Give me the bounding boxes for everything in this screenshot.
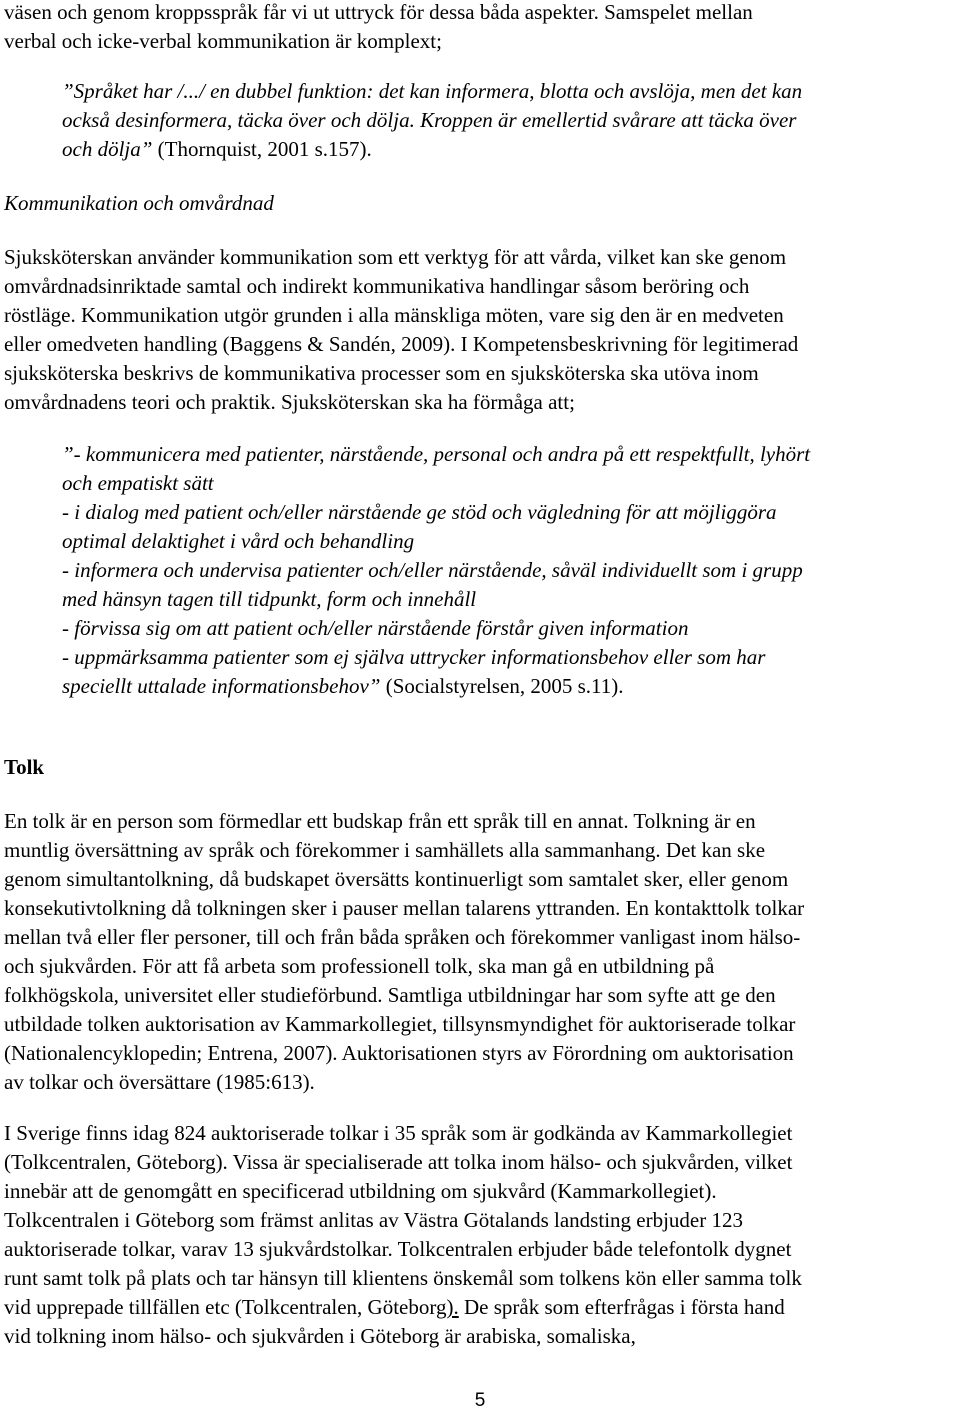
text-line: (Nationalencyklopedin; Entrena, 2007). Auktorisationen styrs av Förordning om auktorisation <box>4 1041 794 1065</box>
intro-paragraph <box>4 0 954 56</box>
quote-line: - informera och undervisa patienter och/eller närstående, såväl individuellt som i grupp <box>62 558 803 582</box>
text-line: vid upprepade tillfällen etc (Tolkcentralen, Göteborg <box>4 1295 447 1319</box>
block-quote <box>62 77 954 164</box>
section-heading: Kommunikation och omvårdnad <box>4 191 274 215</box>
text-line: (Tolkcentralen, Göteborg). Vissa är specialiserade att tolka inom hälso- och sjukvården, vilket <box>4 1150 793 1174</box>
body-paragraph <box>4 243 954 417</box>
text-line: verbal och icke-verbal kommunikation är komplext; <box>4 29 442 53</box>
block-quote <box>62 440 954 701</box>
quote-line: och empatiskt sätt <box>62 471 214 495</box>
body-paragraph <box>4 807 954 1097</box>
quote-line: speciellt uttalade informationsbehov” <box>62 674 381 698</box>
page-number: 5 <box>474 1390 486 1411</box>
quote-line: - i dialog med patient och/eller närstående ge stöd och vägledning för att möjliggöra <box>62 500 777 524</box>
text-line: röstläge. Kommunikation utgör grunden i alla mänskliga möten, vare sig den är en medveten <box>4 303 784 327</box>
text-line: och sjukvården. För att få arbeta som professionell tolk, ska man gå en utbildning på <box>4 954 715 978</box>
citation: (Socialstyrelsen, 2005 s.11). <box>380 674 624 698</box>
text-line: genom simultantolkning, då budskapet översätts kontinuerligt som samtalet sker, eller genom <box>4 867 789 891</box>
quote-line: också desinformera, täcka över och dölja. Kroppen är emellertid svårare att täcka över <box>62 108 797 132</box>
text-line: De språk som efterfrågas i första hand <box>458 1295 785 1319</box>
section-heading: Tolk <box>4 755 45 779</box>
text-line: omvårdnadsinriktade samtal och indirekt kommunikativa handlingar såsom beröring och <box>4 274 750 298</box>
text-line: av tolkar och översättare (1985:613). <box>4 1070 315 1094</box>
quote-line: - uppmärksamma patienter som ej själva uttrycker informationsbehov eller som har <box>62 645 766 669</box>
text-line: mellan två eller fler personer, till och från båda språken och förekommer vanligast inom hälso- <box>4 925 801 949</box>
text-line: konsekutivtolkning då tolkningen sker i pauser mellan talarens yttranden. En kontakttolk tolkar <box>4 896 805 920</box>
quote-line: - förvissa sig om att patient och/eller närstående förstår given information <box>62 616 689 640</box>
quote-line: ”Språket har /.../ en dubbel funktion: det kan informera, blotta och avslöja, men det kan <box>62 79 803 103</box>
text-line: utbildade tolken auktorisation av Kammarkollegiet, tillsynsmyndighet för auktoriserade tolkar <box>4 1012 796 1036</box>
text-line: muntlig översättning av språk och förekommer i samhällets alla sammanhang. Det kan ske <box>4 838 766 862</box>
text-line: vid tolkning inom hälso- och sjukvården i Göteborg är arabiska, somaliska, <box>4 1324 636 1348</box>
text-line: runt samt tolk på plats och tar hänsyn till klientens önskemål som tolkens kön eller samma tolk <box>4 1266 802 1290</box>
text-line: En tolk är en person som förmedlar ett budskap från ett språk till en annat. Tolkning är en <box>4 809 756 833</box>
text-line: Sjuksköterskan använder kommunikation som ett verktyg för att vårda, vilket kan ske genom <box>4 245 787 269</box>
text-line: innebär att de genomgått en specificerad utbildning om sjukvård (Kammarkollegiet). <box>4 1179 717 1203</box>
text-line: auktoriserade tolkar, varav 13 sjukvårdstolkar. Tolkcentralen erbjuder både telefontolk dygnet <box>4 1237 792 1261</box>
citation: (Thornquist, 2001 s.157). <box>152 137 372 161</box>
body-paragraph <box>4 1119 954 1351</box>
text-line: omvårdnadens teori och praktik. Sjuksköterskan ska ha förmåga att; <box>4 390 575 414</box>
text-line: Tolkcentralen i Göteborg som främst anlitas av Västra Götalands landsting erbjuder 123 <box>4 1208 743 1232</box>
hyperlink[interactable]: ). <box>446 1295 459 1319</box>
quote-line: och dölja” <box>62 137 153 161</box>
text-line: sjuksköterska beskrivs de kommunikativa processer som en sjuksköterska ska utöva inom <box>4 361 759 385</box>
quote-line: optimal delaktighet i vård och behandling <box>62 529 415 553</box>
text-line: eller omedveten handling (Baggens & Sandén, 2009). I Kompetensbeskrivning för legitimerad <box>4 332 799 356</box>
text-line: folkhögskola, universitet eller studieförbund. Samtliga utbildningar har som syfte att ge den <box>4 983 776 1007</box>
quote-line: ”- kommunicera med patienter, närstående, personal och andra på ett respektfullt, lyhört <box>62 442 811 466</box>
text-line: väsen och genom kroppsspråk får vi ut uttryck för dessa båda aspekter. Samspelet mellan <box>4 0 753 24</box>
quote-line: med hänsyn tagen till tidpunkt, form och innehåll <box>62 587 477 611</box>
text-line: I Sverige finns idag 824 auktoriserade tolkar i 35 språk som är godkända av Kammarkollegiet <box>4 1121 793 1145</box>
